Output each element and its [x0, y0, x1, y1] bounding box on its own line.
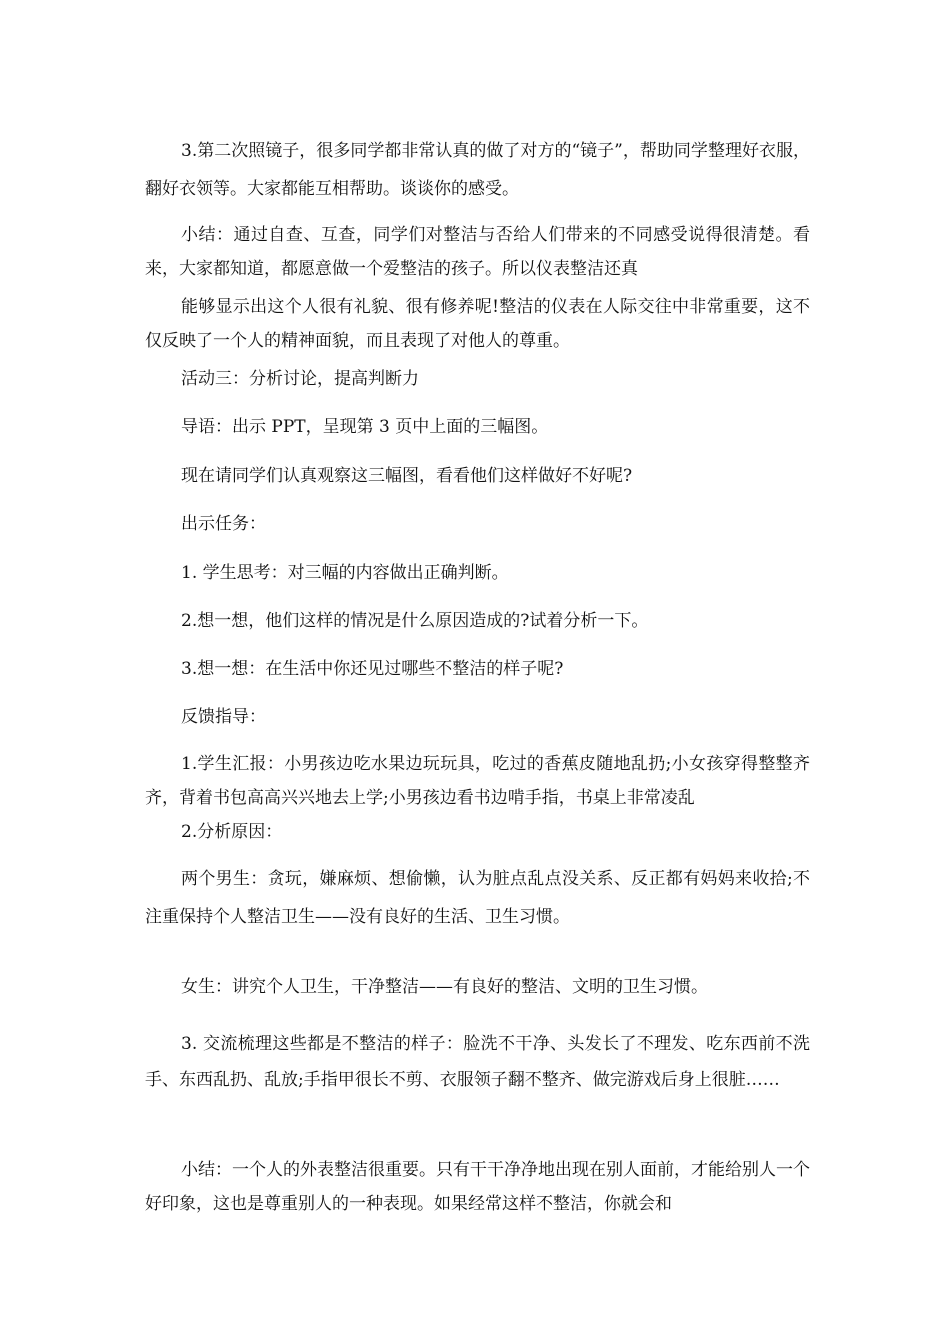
paragraph-tasks-heading: 出示任务：	[181, 514, 266, 534]
paragraph-task-2: 2.想一想，他们这样的情况是什么原因造成的?试着分析一下。	[181, 611, 649, 631]
paragraph-feedback-heading: 反馈指导：	[181, 707, 266, 727]
paragraph-analysis-heading: 2.分析原因：	[181, 822, 283, 842]
paragraph-task-3: 3.想一想：在生活中你还见过哪些不整洁的样子呢?	[181, 659, 564, 679]
paragraph-summary-1-continued: 能够显示出这个人很有礼貌、很有修养呢!整洁的仪表在人际交往中非常重要，这不仅反映了一个人的精神面貌，而且表现了对他人的尊重。	[145, 297, 810, 351]
paragraph-activity-three-heading: 活动三：分析讨论，提高判断力	[181, 369, 419, 389]
paragraph-task-1: 1. 学生思考：对三幅的内容做出正确判断。	[181, 563, 509, 583]
paragraph-student-report: 1.学生汇报：小男孩边吃水果边玩玩具，吃过的香蕉皮随地乱扔;小女孩穿得整整齐齐，背着书包高高兴兴地去上学;小男孩边看书边啃手指，书桌上非常凌乱	[145, 754, 810, 808]
paragraph-untidy-examples: 3. 交流梳理这些都是不整洁的样子：脸洗不干净、头发长了不理发、吃东西前不洗手、东西乱扔、乱放;手指甲很长不剪、衣服领子翻不整齐、做完游戏后身上很脏……	[145, 1034, 810, 1090]
paragraph-summary-2: 小结：一个人的外表整洁很重要。只有干干净净地出现在别人面前，才能给别人一个好印象，这也是尊重别人的一种表现。如果经常这样不整洁，你就会和	[145, 1160, 810, 1214]
paragraph-intro: 导语：出示 PPT，呈现第 3 页中上面的三幅图。	[181, 417, 549, 437]
paragraph-observe: 现在请同学们认真观察这三幅图，看看他们这样做好不好呢?	[181, 466, 633, 486]
paragraph-summary-1: 小结：通过自查、互查，同学们对整洁与否给人们带来的不同感受说得很清楚。看来，大家都知道，都愿意做一个爱整洁的孩子。所以仪表整洁还真	[145, 225, 810, 279]
paragraph-girl-analysis: 女生：讲究个人卫生，干净整洁——有良好的整洁、文明的卫生习惯。	[181, 977, 708, 997]
paragraph-mirror-activity: 3.第二次照镜子，很多同学都非常认真的做了对方的“镜子”，帮助同学整理好衣服，翻好衣领等。大家都能互相帮助。谈谈你的感受。	[145, 141, 810, 199]
paragraph-boys-analysis: 两个男生：贪玩，嫌麻烦、想偷懒，认为脏点乱点没关系、反正都有妈妈来收拾;不注重保持个人整洁卫生——没有良好的生活、卫生习惯。	[145, 869, 810, 927]
